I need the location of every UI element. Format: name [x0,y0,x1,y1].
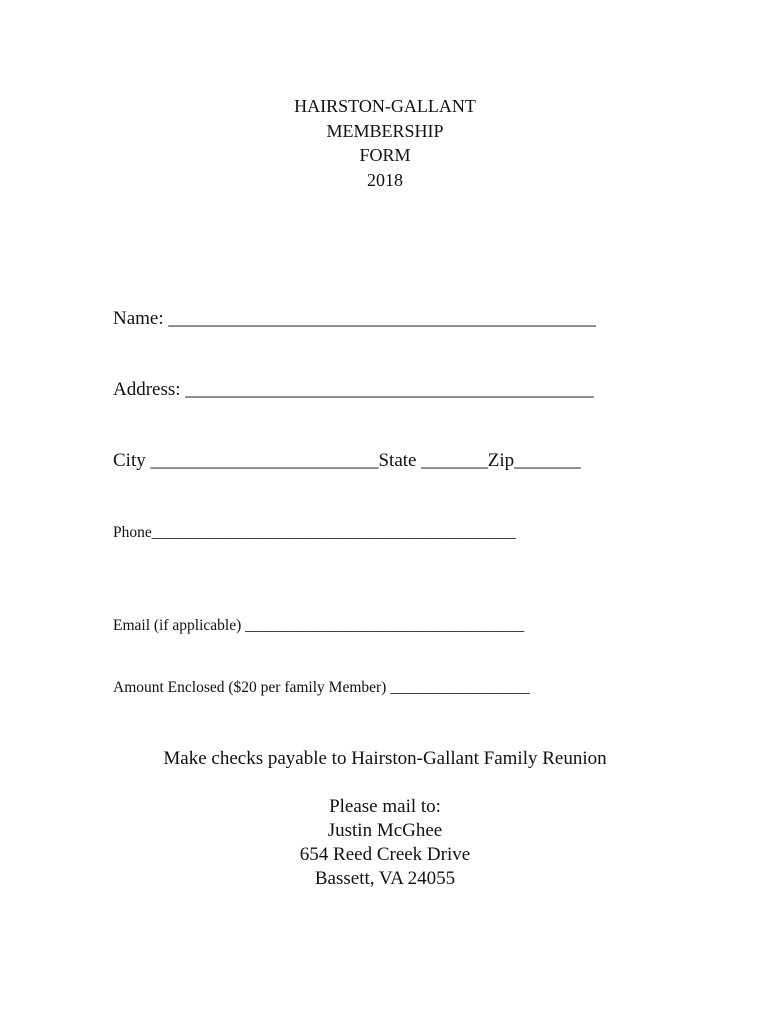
phone-field: Phone_______________________________________________ [113,524,516,541]
title-line-year: 2018 [367,169,403,190]
mail-city: Bassett, VA 24055 [314,868,456,889]
email-field: Email (if applicable) ____________________________________ [113,617,525,634]
address-field: Address: ___________________________________________ [113,379,594,400]
city-state-zip-field: City ________________________State _______Zip_______ [113,450,581,471]
form-title [0,94,770,192]
name-field: Name: _____________________________________________ [113,308,596,329]
title-line-membership: MEMBERSHIP [326,120,444,141]
amount-enclosed-field: Amount Enclosed ($20 per family Member) __________________ [113,679,530,696]
checks-payable-note: Make checks payable to Hairston-Gallant Family Reunion [163,748,607,769]
mailing-address [0,795,770,891]
mail-heading: Please mail to: [329,796,441,817]
title-line-organization: HAIRSTON-GALLANT [294,96,476,116]
title-line-form: FORM [359,145,411,165]
mail-street: 654 Reed Creek Drive [299,844,471,865]
mail-recipient: Justin McGhee [327,820,443,841]
